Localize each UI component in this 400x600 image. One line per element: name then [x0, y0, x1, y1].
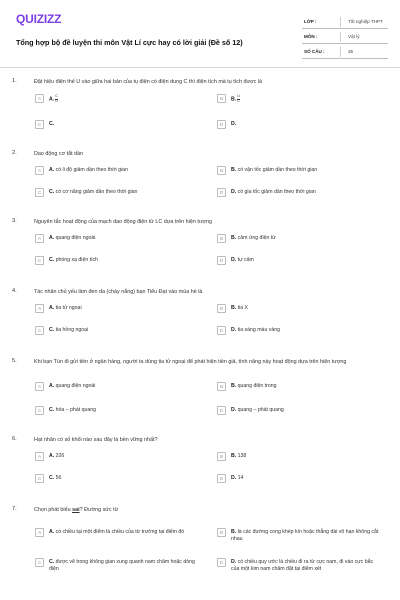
option-letter-box[interactable]: C	[35, 120, 44, 129]
option-letter-box[interactable]: A	[35, 234, 44, 243]
option-letter-box[interactable]: C	[35, 406, 44, 415]
meta-row-count	[302, 44, 388, 59]
option-text: B. tia X	[231, 305, 249, 311]
worksheet-header	[12, 10, 388, 62]
option-text: B. là các đường cong khép kín hoặc thẳng dài vô hạn không cắt nhau	[231, 529, 379, 543]
option-letter-box[interactable]: D	[217, 326, 226, 335]
option-text: A. tia tử ngoại	[49, 305, 82, 311]
option-text: A. 226	[49, 453, 65, 459]
option-text: A. quang điện ngoài	[49, 383, 96, 389]
meta-key: LỚP :	[304, 19, 317, 24]
option-text: B. có vận tốc giảm dần theo thời gian	[231, 167, 318, 173]
meta-divider	[340, 17, 341, 27]
option-text: D.	[231, 121, 237, 127]
question-text: Dao động cơ tắt dần	[34, 151, 84, 157]
option-letter-box[interactable]: D	[217, 120, 226, 129]
option-letter-box[interactable]: A	[35, 382, 44, 391]
question-number: 2.	[12, 150, 17, 156]
meta-value: Vật lý	[348, 34, 360, 39]
meta-key: SỐ CÂU :	[304, 49, 325, 54]
option-text: A. có chiều tại một điểm là chiều của từ trường tại điểm đó	[49, 529, 185, 535]
question-text: Khi bạn Tùn đi gửi tiền ở ngân hàng, người ta dùng tia tử ngoại để phát hiện tiền giả, tính năng này hoạt động dựa trên hiện tượng	[34, 359, 347, 365]
meta-divider	[340, 32, 341, 42]
question-text: Chọn phát biểu sai? Đường sức từ	[34, 507, 119, 513]
option-letter-box[interactable]: A	[35, 452, 44, 461]
option-text: D. 14	[231, 475, 244, 481]
meta-value: 35	[348, 49, 354, 54]
option-letter-box[interactable]: B	[217, 382, 226, 391]
option-letter-box[interactable]: C	[35, 474, 44, 483]
quizizz-logo[interactable]	[16, 12, 61, 26]
option-letter-box[interactable]: B	[217, 452, 226, 461]
question-number: 4.	[12, 288, 17, 294]
meta-value: Tốt nghiệp THPT	[348, 19, 383, 24]
worksheet-title: Tổng hợp bộ đề luyện thi môn Vật Lí cực hay có lời giải (Đề số 12)	[16, 38, 243, 47]
question-text: Hạt nhân có số khối nào sau đây là bền vững nhất?	[34, 437, 158, 443]
option-letter-box[interactable]: C	[35, 188, 44, 197]
question-number: 6.	[12, 436, 17, 442]
question-number: 1.	[12, 78, 17, 84]
option-text: B. cảm ứng điện từ	[231, 235, 276, 241]
option-text: C. có cơ năng giảm dần theo thời gian	[49, 189, 138, 195]
option-text: C. tia hồng ngoại	[49, 327, 89, 333]
option-letter-box[interactable]: D	[217, 188, 226, 197]
option-text: D. có chiều quy ước là chiều đi ra từ cực nam, đi vào cực bắc của một kim nam châm đặt tại điểm xét	[231, 559, 374, 573]
option-letter-box[interactable]: A	[35, 166, 44, 175]
option-letter-box[interactable]: B	[217, 304, 226, 313]
option-text: C. được vẽ trong không gian xung quanh nam châm hoặc dòng điện	[49, 559, 195, 573]
option-text: B. $\frac{U}{C}$	[231, 94, 240, 103]
meta-key: MÔN :	[304, 34, 318, 39]
option-letter-box[interactable]: A	[35, 528, 44, 537]
logo-q-mark: Q	[16, 12, 26, 26]
option-letter-box[interactable]: D	[217, 474, 226, 483]
option-letter-box[interactable]: B	[217, 94, 226, 103]
option-text: C.	[49, 121, 55, 127]
fraction: $\frac{U}{C}$	[237, 94, 240, 103]
worksheet-meta	[302, 14, 388, 59]
question-text: Nguyên tắc hoạt động của mạch dao động điện từ LC dựa trên hiện tượng	[34, 219, 212, 225]
option-letter-box[interactable]: D	[217, 406, 226, 415]
header-divider	[0, 67, 400, 68]
option-letter-box[interactable]: A	[35, 94, 44, 103]
option-text: B. 138	[231, 453, 247, 459]
option-text: D. tự cảm	[231, 257, 254, 263]
option-letter-box[interactable]: C	[35, 256, 44, 265]
option-text: D. có gia tốc giảm dần theo thời gian	[231, 189, 316, 195]
option-text: C. phóng xạ điện tích	[49, 257, 99, 263]
option-text: D. quang – phát quang	[231, 407, 284, 413]
question-text: Tác nhân chủ yếu làm đen da (cháy nắng) bạn Tiểu Đạt vào mùa hè là	[34, 289, 203, 295]
meta-divider	[340, 47, 341, 57]
question-number: 7.	[12, 506, 17, 512]
option-letter-box[interactable]: B	[217, 528, 226, 537]
option-letter-box[interactable]: A	[35, 304, 44, 313]
option-letter-box[interactable]: C	[35, 326, 44, 335]
option-letter-box[interactable]: D	[217, 558, 226, 567]
option-text: B. quang điện trong	[231, 383, 277, 389]
question-text: Đặt hiệu điện thế U vào giữa hai bản của tụ điện có điện dung C thì điện tích mà tụ tích được là	[34, 79, 263, 85]
option-letter-box[interactable]: B	[217, 234, 226, 243]
question-number: 5.	[12, 358, 17, 364]
question-number: 3.	[12, 218, 17, 224]
option-letter-box[interactable]: B	[217, 166, 226, 175]
option-text: C. hóa – phát quang	[49, 407, 97, 413]
option-text: C. 56	[49, 475, 62, 481]
fraction: $\frac{C}{U}$	[55, 94, 58, 103]
meta-row-subject	[302, 29, 388, 44]
option-text: A. quang điện ngoài	[49, 235, 96, 241]
option-letter-box[interactable]: D	[217, 256, 226, 265]
option-letter-box[interactable]: C	[35, 558, 44, 567]
option-text: A. $\frac{C}{U}$	[49, 94, 58, 103]
logo-wordmark: UIZIZZ	[25, 12, 62, 26]
meta-row-class	[302, 14, 388, 29]
option-text: A. có li độ giảm dần theo thời gian	[49, 167, 128, 173]
option-text: D. tia sáng màu vàng	[231, 327, 281, 333]
